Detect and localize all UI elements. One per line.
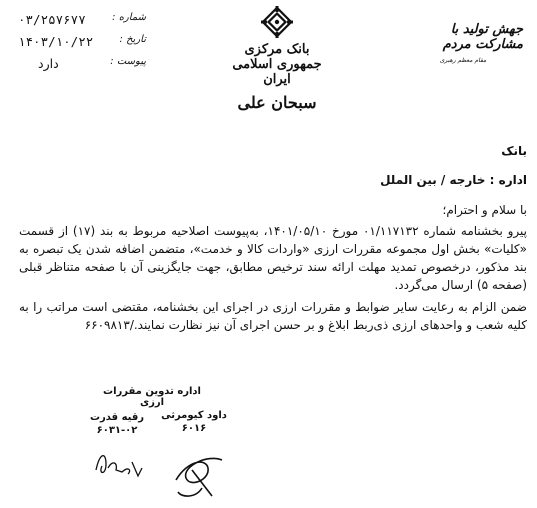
slogan-text: جهش تولید با مشارکت مردم [442, 22, 523, 52]
recipient-bank: بانک [501, 144, 527, 158]
date-value: ۱۴۰۳/۱۰/۲۲ [18, 34, 94, 49]
slogan [403, 22, 523, 68]
signer-1 [160, 410, 228, 434]
attachment-value: دارد [38, 56, 59, 71]
date-row [18, 34, 146, 56]
paragraph-1: پیرو بخشنامه شماره ۰۱/۱۱۷۱۳۲ مورخ ۱۴۰۱/۰۵/۱۰، به‌پیوست اصلاحیه مربوط به بند (۱۷) از قسمت «کلیات» بخش اول مجموعه مقررات ارزی «واردات کالا و خدمت»، متضمن اضافه شدن یک تبصره به بند مذکور، درخصوص تمدید مهلت ارائه سند ترخیص مطابق، جهت جایگزینی آن با صفحه متناظر قبلی (صفحه ۵) ارسال می‌گردد. [19, 224, 528, 292]
paragraph-2: ضمن الزام به رعایت سایر ضوابط و مقررات ارزی در اجرای این بخشنامه، مقتضی است مراتب را به کلیه شعب و واحدهای ارزی ذی‌ربط ابلاغ و بر حسن اجرای آن نیز نظارت نمایند./۶۶۰۹۸۱۳ [19, 300, 527, 332]
letter-metadata [18, 12, 146, 78]
number-label: شماره : [112, 12, 146, 23]
signature-2-scribble [92, 444, 146, 484]
bank-logo-icon [222, 4, 332, 40]
number-value: ۰۳/۲۵۷۶۷۷ [18, 12, 86, 27]
bank-name: بانک مرکزی جمهوری اسلامی ایران [232, 42, 322, 87]
signer-2 [84, 412, 150, 436]
letter-body [19, 142, 527, 334]
bank-header [222, 4, 332, 112]
slogan-subtext: مقام معظم رهبری [439, 57, 487, 64]
signer-2-name: رقیه قدرت [89, 412, 145, 423]
signer-2-code: ۶۰۳۱-۰۲ [96, 425, 138, 436]
attachment-row [18, 56, 146, 78]
greeting: با سلام و احترام؛ [442, 203, 527, 217]
recipient-department: اداره : خارجه / بین الملل [380, 173, 527, 187]
attachment-label: پیوست : [110, 56, 146, 67]
bank-subtitle: سبحان علی [237, 93, 317, 112]
number-row [18, 12, 146, 34]
signature-1-scribble [168, 440, 230, 502]
signer-1-code: ۶۰۱۶ [181, 423, 207, 434]
date-label: تاریخ : [119, 34, 146, 45]
signer-1-name: داود کیومرثی [161, 410, 227, 421]
signing-department: اداره تدوین مقررات ارزی [103, 386, 201, 408]
